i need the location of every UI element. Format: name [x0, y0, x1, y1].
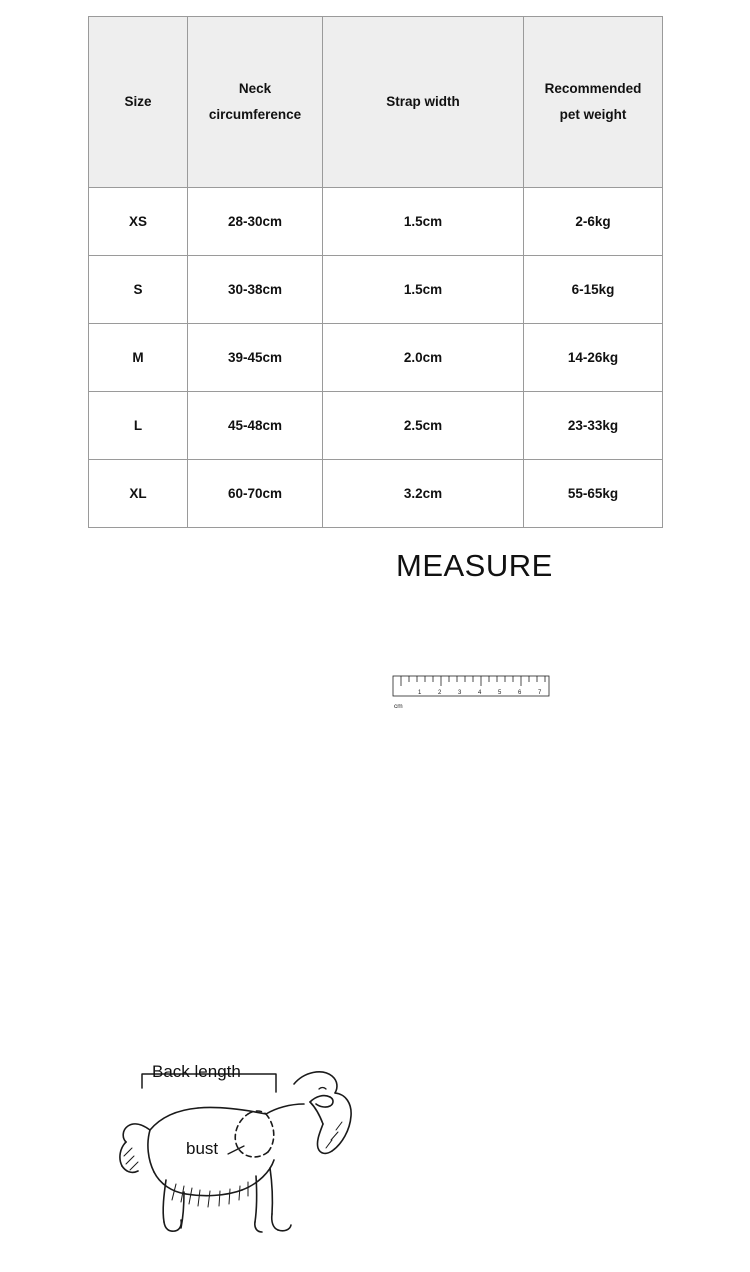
measure-title: MEASURE — [396, 548, 553, 583]
ruler-tick-3: 3 — [458, 690, 462, 696]
column-header-size-line-1: Size — [124, 93, 152, 109]
cell-neck: 60-70cm — [188, 460, 323, 528]
cell-size: XS — [89, 188, 188, 256]
ruler-tick-2: 2 — [438, 690, 442, 696]
cell-weight: 2-6kg — [524, 188, 663, 256]
column-header-weight-line-2: pet weight — [559, 107, 627, 122]
cell-strap: 1.5cm — [323, 256, 524, 324]
cell-neck: 45-48cm — [188, 392, 323, 460]
column-header-neck-line-2: circumference — [208, 107, 302, 122]
ruler-tick-1: 1 — [418, 690, 422, 696]
table-row — [89, 324, 663, 392]
ruler-tick-7: 7 — [538, 690, 542, 696]
measurement-illustration — [0, 528, 750, 1158]
column-header-weight-line-1: Recommended — [544, 80, 642, 96]
table-row — [89, 188, 663, 256]
cell-strap: 2.5cm — [323, 392, 524, 460]
ruler-tick-4: 4 — [478, 690, 482, 696]
size-chart-table — [88, 16, 663, 528]
cell-size: M — [89, 324, 188, 392]
back-length-label: Back length — [152, 1062, 241, 1081]
cell-weight: 14-26kg — [524, 324, 663, 392]
table-row — [89, 460, 663, 528]
column-header-strap-width — [323, 17, 524, 188]
column-header-neck-circumference — [188, 17, 323, 188]
ruler-tick-6: 6 — [518, 690, 522, 696]
cell-size: XL — [89, 460, 188, 528]
cell-weight: 55-65kg — [524, 460, 663, 528]
ruler-tick-5: 5 — [498, 690, 502, 696]
table-row — [89, 256, 663, 324]
table-row — [89, 392, 663, 460]
cell-size: S — [89, 256, 188, 324]
column-header-size — [89, 17, 188, 188]
ruler-icon — [392, 672, 552, 708]
table-header-row — [89, 17, 663, 188]
cell-size: L — [89, 392, 188, 460]
table-body — [89, 188, 663, 528]
column-header-neck-line-1: Neck — [238, 80, 272, 96]
cell-neck: 39-45cm — [188, 324, 323, 392]
cell-strap: 2.0cm — [323, 324, 524, 392]
cell-strap: 3.2cm — [323, 460, 524, 528]
bust-label: bust — [186, 1139, 219, 1158]
cell-strap: 1.5cm — [323, 188, 524, 256]
cell-neck: 28-30cm — [188, 188, 323, 256]
table-header — [89, 17, 663, 188]
cell-weight: 23-33kg — [524, 392, 663, 460]
column-header-strap-line-1: Strap width — [386, 93, 460, 109]
ruler-unit-label: cm — [394, 703, 403, 710]
cell-neck: 30-38cm — [188, 256, 323, 324]
column-header-recommended-pet-weight — [524, 17, 663, 188]
cell-weight: 6-15kg — [524, 256, 663, 324]
dog-line-drawing-icon — [80, 1052, 380, 1272]
